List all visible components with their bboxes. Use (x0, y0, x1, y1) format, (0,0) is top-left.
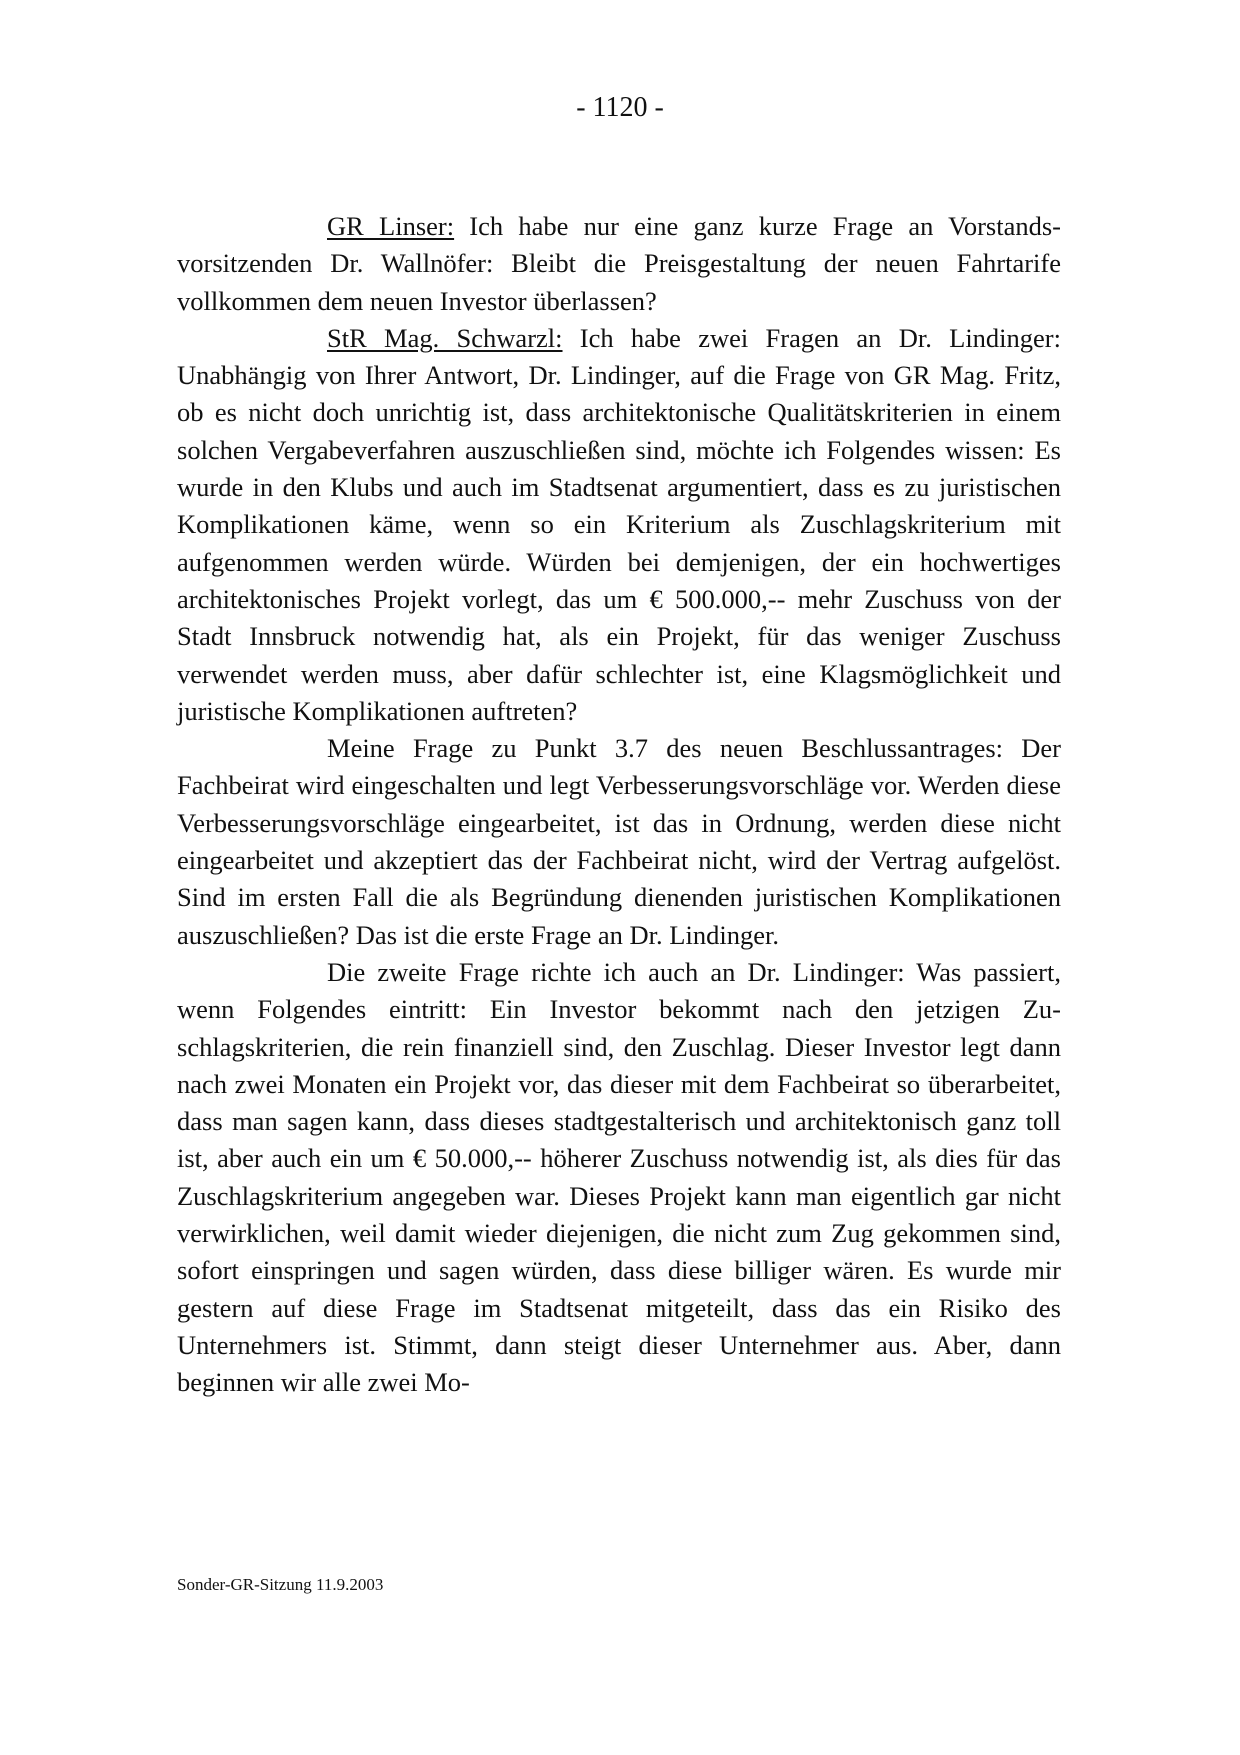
paragraph-question-two: Die zweite Frage richte ich auch an Dr. Lindinger: Was passiert, wenn Folgendes eintritt: Ein Investor bekommt nach den jetzigen Zuschlagskriterien, die rein finanziell sind, den Zuschlag. Dieser Investor legt dann nach zwei Monaten ein Projekt vor, das dieser mit dem Fachbeirat so überarbeitet, dass man sagen kann, dass dieses stadtgestalterisch und architektonisch ganz toll ist, aber auch ein um € 50.000,-- höherer Zuschuss notwendig ist, als dies für das Zuschlagskriterium angegeben war. Dieses Projekt kann man eigentlich gar nicht verwirklichen, weil damit wieder diejenigen, die nicht zum Zug gekommen sind, sofort einspringen und sagen würden, dass diese billiger wären. Es wurde mir gestern auf diese Frage im Stadtsenat mitgeteilt, dass das ein Risiko des Unternehmers ist. Stimmt, dann steigt dieser Unternehmer aus. Aber, dann beginnen wir alle zwei Mo- (177, 956, 1061, 1398)
paragraph-question-one: Meine Frage zu Punkt 3.7 des neuen Beschlussantrages: Der Fachbeirat wird eingeschalten und legt Verbesserungsvorschläge vor. Werden diese Verbesserungsvorschläge eingearbeitet, ist das in Ordnung, werden diese nicht eingearbeitet und akzeptiert das der Fachbeirat nicht, wird der Vertrag aufgelöst. Sind im ersten Fall die als Begründung dienenden juristischen Komplikationen auszuschließen? Das ist die erste Frage an Dr. Lindinger. (177, 733, 1061, 950)
paragraph-text: Ich habe zwei Fragen an Dr. Lindinger: Unabhängig von Ihrer Antwort, Dr. Lindinger, auf die Frage von GR Mag. Fritz, ob es nicht doch unrichtig ist, dass architektonische Qualitätskriterien in einem solchen Vergabeverfahren auszuschließen sind, möchte ich Folgendes wissen: Es wurde in den Klubs und auch im Stadtsenat argumentiert, dass es zu juristischen Komplikationen käme, wenn so ein Kriterium als Zuschlagskriterium mit aufgenommen werden würde. Würden bei demjenigen, der ein hochwertiges architektonisches Projekt vorlegt, das um € 500.000,-- mehr Zuschuss von der Stadt Innsbruck notwendig hat, als ein Projekt, für das weniger Zuschuss verwendet werden muss, aber dafür schlechter ist, eine Klagsmöglichkeit und juristische Komplikationen auftreten? (177, 322, 1061, 726)
page-footer: Sonder-GR-Sitzung 11.9.2003 (177, 1575, 384, 1594)
paragraph-text: Ich habe nur eine ganz kurze Frage an Vorstandsvorsitzenden Dr. Wallnöfer: Bleibt die Preisgestaltung der neuen Fahrtarife vollkommen dem neuen Investor überlassen? (177, 211, 1061, 316)
page-number: - 1120 - (576, 92, 664, 123)
speaker-name: StR Mag. Schwarzl: (327, 322, 563, 353)
paragraph-schwarzl (177, 320, 1061, 730)
speaker-name: GR Linser: (327, 211, 455, 241)
paragraph-linser (177, 208, 1061, 320)
document-body (177, 208, 1061, 1402)
